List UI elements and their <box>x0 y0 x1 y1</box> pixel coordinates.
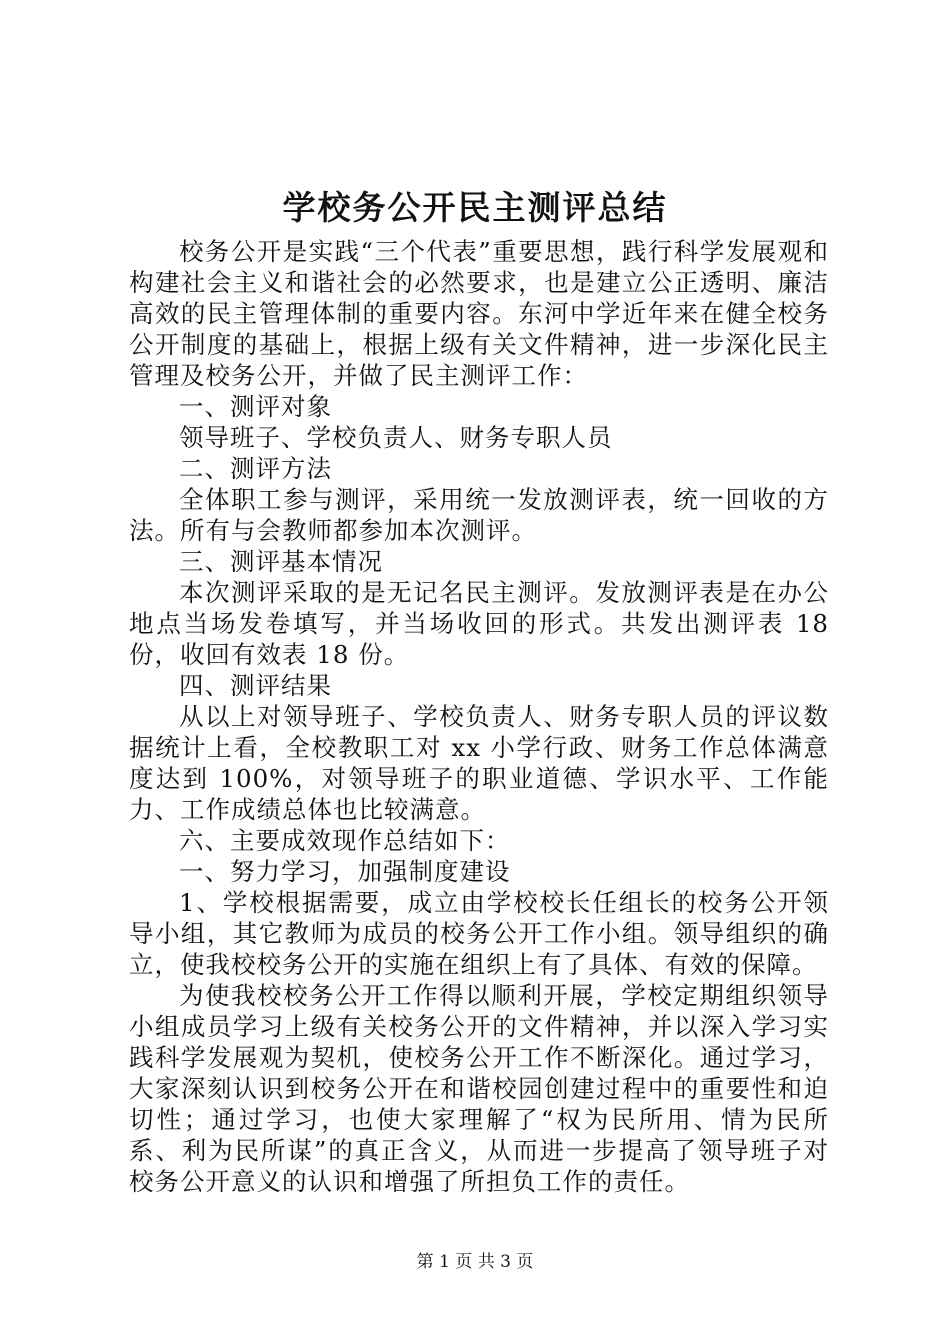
heading-evaluation-target: 一、测评对象 <box>179 392 332 421</box>
paragraph-evaluation-result: 从以上对领导班子、学校负责人、财务专职人员的评议数据统计上看，全校教职工对 xx 小学行政、财务工作总体满意度达到 100%，对领导班子的职业道德、学识水平、工作能力、工作成绩总体也比较满意。 <box>129 702 829 824</box>
document-title: 学校务公开民主测评总结 <box>282 188 668 227</box>
heading-evaluation-result: 四、测评结果 <box>179 671 332 700</box>
heading-basic-situation: 三、测评基本情况 <box>179 547 383 576</box>
heading-study-system: 一、努力学习，加强制度建设 <box>179 857 511 886</box>
paragraph-intro: 校务公开是实践“三个代表”重要思想，践行科学发展观和构建社会主义和谐社会的必然要求，也是建立公正透明、廉洁高效的民主管理体制的重要内容。东河中学近年来在健全校务公开制度的基础上，根据上级有关文件精神，进一步深化民主管理及校务公开，并做了民主测评工作： <box>129 237 829 390</box>
paragraph-evaluation-target: 领导班子、学校负责人、财务专职人员 <box>179 423 613 452</box>
heading-main-results: 六、主要成效现作总结如下： <box>179 826 511 855</box>
page-footer: 第 1 页 共 3 页 <box>416 1252 534 1272</box>
paragraph-study-deepening: 为使我校校务公开工作得以顺利开展，学校定期组织领导小组成员学习上级有关校务公开的文件精神，并以深入学习实践科学发展观为契机，使校务公开工作不断深化。通过学习，大家深刻认识到校务公开在和谐校园创建过程中的重要性和迫切性；通过学习，也使大家理解了“权为民所用、情为民所系、利为民所谋”的真正含义，从而进一步提高了领导班子对校务公开意义的认识和增强了所担负工作的责任。 <box>129 981 829 1196</box>
document-body <box>129 236 829 1197</box>
paragraph-basic-situation: 本次测评采取的是无记名民主测评。发放测评表是在办公地点当场发卷填写，并当场收回的形式。共发出测评表 18 份，收回有效表 18 份。 <box>129 578 829 669</box>
heading-evaluation-method: 二、测评方法 <box>179 454 332 483</box>
paragraph-leading-group: 1、学校根据需要，成立由学校校长任组长的校务公开领导小组，其它教师为成员的校务公开工作小组。领导组织的确立，使我校校务公开的实施在组织上有了具体、有效的保障。 <box>129 888 829 979</box>
paragraph-evaluation-method: 全体职工参与测评，采用统一发放测评表，统一回收的方法。所有与会教师都参加本次测评。 <box>129 485 829 545</box>
